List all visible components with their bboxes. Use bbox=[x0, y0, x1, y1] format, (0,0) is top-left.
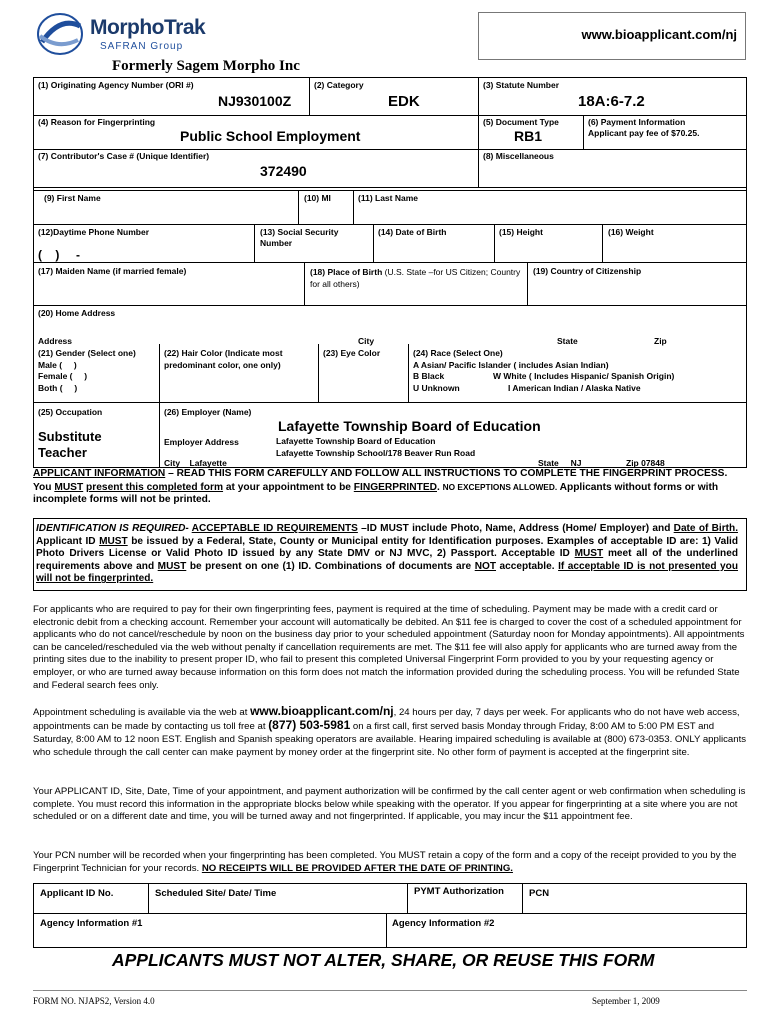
formerly-text: Formerly Sagem Morpho Inc bbox=[112, 58, 300, 74]
statute-value: 18A:6-7.2 bbox=[578, 93, 645, 110]
pcn-paragraph: Your PCN number will be recorded when your fingerprinting has been completed. You MUST retain a copy of the form and a copy of the receipt provided to you by the Fingerprint Technician for your records. NO RECEIPTS WILL BE PROVIDED AFTER THE DATE OF PRINTING. bbox=[33, 850, 737, 874]
agency-info-2-cell[interactable]: Agency Information #2 bbox=[392, 918, 495, 929]
hair-color-label: (22) Hair Color (Indicate most predominant color, one only) bbox=[164, 348, 283, 370]
eye-color-label: (23) Eye Color bbox=[323, 348, 381, 358]
race-label: (24) Race (Select One) bbox=[413, 348, 503, 358]
misc-label: (8) Miscellaneous bbox=[483, 151, 554, 161]
category-value: EDK bbox=[388, 93, 420, 110]
employer-city: City Lafayette bbox=[164, 458, 227, 468]
phone-label: (12)Daytime Phone Number bbox=[38, 227, 149, 237]
last-name-label: (11) Last Name bbox=[358, 193, 418, 203]
citizenship-label: (19) Country of Citizenship bbox=[533, 266, 642, 276]
place-of-birth-note: (U.S. State –for US Citizen; Country for all others) bbox=[310, 267, 521, 289]
race-group bbox=[413, 348, 747, 394]
place-of-birth-label: (18) Place of Birth bbox=[310, 267, 383, 277]
employer-address-line1: Lafayette Township Board of Education bbox=[276, 436, 436, 446]
employer-address-line2: Lafayette Township School/178 Beaver Run Road bbox=[276, 448, 476, 458]
occupation-value: Substitute Teacher bbox=[38, 429, 102, 460]
toll-free-phone: (877) 503-5981 bbox=[268, 718, 351, 732]
ori-label: (1) Originating Agency Number (ORI #) bbox=[38, 80, 194, 90]
payment-paragraph: For applicants who are required to pay for their own fingerprinting fees, payment is required at the time of scheduling. Payment may be made with a credit card or electronic debit from a checking account. Remember your account will automatically be debited. An $11 fee is charged to cover the cost of a scheduled appointment for applicants who do not cancel/reschedule by noon on the business day prior to your scheduled appointment (Saturday noon for Monday appointments). All appointments can be canceled/rescheduled via the web without penalty if cancellation requirements are met. The $11 fee will also apply for applicants who are turned away from the printing sites due to the inability to present proper ID, who fail to present this completed Universal Fingerprint Form provided to you by your requesting agency or employer, or who are turned away because information on this form does not match the information provided during the scheduling process. You will be refunded State and Federal search fees only. bbox=[33, 604, 745, 691]
warning-text: APPLICANTS MUST NOT ALTER, SHARE, OR REUSE THIS FORM bbox=[112, 950, 655, 970]
morphotrak-logo-icon bbox=[36, 12, 86, 56]
case-value: 372490 bbox=[260, 163, 307, 179]
weight-label: (16) Weight bbox=[608, 227, 654, 237]
address-label: Address bbox=[38, 336, 73, 346]
gender-male-option[interactable]: Male ( ) bbox=[38, 359, 77, 370]
dob-label: (14) Date of Birth bbox=[378, 227, 447, 237]
company-logo bbox=[36, 12, 226, 58]
case-label: (7) Contributor's Case # (Unique Identifier) bbox=[38, 151, 210, 161]
employer-label: (26) Employer (Name) bbox=[164, 407, 252, 417]
id-requirements-text: IDENTIFICATION IS REQUIRED- ACCEPTABLE ID REQUIREMENTS –ID MUST include Photo, Name, Address (Home/ Employer) and Date of Birth. Applicant ID MUST be issued by a Federal, State, County or Municipal entity for Identification purposes. Examples of acceptable ID are: 1) Valid Photo Drivers License or Valid Photo ID issued by any State DMV or NJ MVC, 2) Passport. Acceptable ID MUST meet all of the underlined requirements above and MUST be present on one (1) ID. Combinations of documents are NOT acceptable. If acceptable ID is not presented you will not be fingerprinted. bbox=[36, 523, 739, 585]
race-option-u[interactable]: U Unknown bbox=[413, 382, 460, 393]
scheduling-record-table bbox=[33, 883, 747, 948]
employer-value: Lafayette Township Board of Education bbox=[278, 418, 541, 434]
reason-value: Public School Employment bbox=[180, 128, 361, 144]
doc-type-label: (5) Document Type bbox=[483, 117, 559, 127]
mi-label: (10) MI bbox=[304, 193, 331, 203]
phone-value: ( ) - bbox=[38, 248, 80, 262]
first-name-label: (9) First Name bbox=[44, 193, 101, 203]
header-url: www.bioapplicant.com/nj bbox=[581, 27, 737, 42]
agency-info-1-cell[interactable]: Agency Information #1 bbox=[40, 918, 143, 929]
occupation-label: (25) Occupation bbox=[38, 407, 103, 417]
logo-sub: SAFRAN Group bbox=[100, 41, 184, 52]
category-label: (2) Category bbox=[314, 80, 364, 90]
form-date: September 1, 2009 bbox=[592, 996, 660, 1006]
home-address-label: (20) Home Address bbox=[38, 308, 116, 318]
payment-label: (6) Payment Information bbox=[588, 117, 686, 127]
employer-zip: Zip 07848 bbox=[626, 458, 665, 468]
race-option-b[interactable]: B Black bbox=[413, 371, 445, 381]
gender-both-option[interactable]: Both ( ) bbox=[38, 382, 78, 393]
pcn-cell[interactable]: PCN bbox=[529, 888, 550, 899]
city-label: City bbox=[358, 336, 375, 346]
race-option-a[interactable]: A Asian/ Pacific Islander ( includes Asian Indian) bbox=[413, 359, 609, 370]
applicant-information: APPLICANT INFORMATION – READ THIS FORM CAREFULLY AND FOLLOW ALL INSTRUCTIONS TO COMPLETE THE FINGERPRINT PROCESS. You MUST present this completed form at your appointment to be FINGERPRINTED. NO EXCEPTIONS ALLOWED. Applicants without forms or with incomplete forms will not be printed. bbox=[33, 468, 728, 506]
logo-name: MorphoTrak bbox=[90, 16, 206, 39]
race-option-w[interactable]: W White ( Includes Hispanic/ Spanish Origin) bbox=[493, 371, 675, 381]
scheduling-url-link[interactable]: www.bioapplicant.com/nj bbox=[250, 704, 394, 718]
scheduling-paragraph: Appointment scheduling is available via the web at www.bioapplicant.com/nj, 24 hours per day, 7 days per week. For applicants who do not have web access, appointments can be made by contacting us toll free at (877) 503-5981 on a first call, first served basis Monday through Friday, 8:00 AM to 5:00 PM EST and Saturday, 8:00 AM to 12 noon EST. English and Spanish speaking operators are available. Hearing impaired scheduling is available at (800) 673-0353. ONLY applicants who schedule through the call center can make payment by money order at the fingerprint site. No other form of payment is accepted at the fingerprint site. bbox=[33, 704, 747, 758]
ori-value: NJ930100Z bbox=[218, 93, 292, 109]
pymt-authorization-cell[interactable]: PYMT Authorization bbox=[414, 886, 504, 897]
applicant-id-cell[interactable]: Applicant ID No. bbox=[40, 888, 114, 899]
doc-type-value: RB1 bbox=[514, 128, 543, 144]
statute-label: (3) Statute Number bbox=[483, 80, 560, 90]
reason-label: (4) Reason for Fingerprinting bbox=[38, 117, 156, 127]
place-of-birth bbox=[310, 266, 522, 290]
employer-address-label: Employer Address bbox=[164, 437, 239, 447]
url-box bbox=[478, 12, 746, 60]
confirmation-paragraph: Your APPLICANT ID, Site, Date, Time of your appointment, and payment authorization will be confirmed by the call center agent or web confirmation when scheduling is complete. You must record this information in the appropriate blocks below while speaking with the operator. If you appear for fingerprinting at a site where you are not scheduled or on a different date and time, you will be turned away and not fingerprinted. If applicable, you may incur the $11 appointment fee. bbox=[33, 786, 746, 823]
zip-label: Zip bbox=[654, 336, 667, 346]
scheduled-cell[interactable]: Scheduled Site/ Date/ Time bbox=[155, 888, 277, 899]
gender-group bbox=[38, 348, 136, 394]
gender-label: (21) Gender (Select one) bbox=[38, 348, 136, 358]
employer-state: State NJ bbox=[538, 458, 582, 468]
payment-value: Applicant pay fee of $70.25. bbox=[588, 128, 700, 138]
maiden-name-label: (17) Maiden Name (if married female) bbox=[38, 266, 187, 276]
race-option-i[interactable]: I American Indian / Alaska Native bbox=[508, 382, 641, 393]
gender-female-option[interactable]: Female ( ) bbox=[38, 371, 88, 381]
form-number: FORM NO. NJAPS2, Version 4.0 bbox=[33, 996, 155, 1006]
height-label: (15) Height bbox=[499, 227, 543, 237]
state-label: State bbox=[557, 336, 578, 346]
ssn-label: (13) Social Security Number bbox=[260, 227, 339, 248]
